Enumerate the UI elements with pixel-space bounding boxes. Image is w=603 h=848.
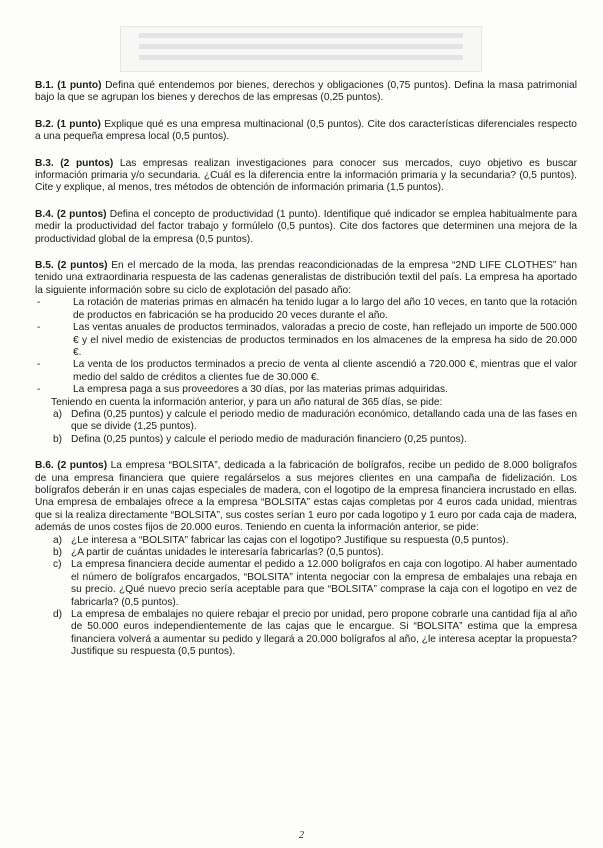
sub-text: ¿Le interesa a “BOLSITA” fabricar las cajas con el logotipo? Justifique su respuesta (0,5 puntos).: [71, 534, 509, 546]
sub-text: Defina (0,25 puntos) y calcule el periodo medio de maduración financiero (0,25 puntos).: [71, 433, 467, 445]
question-b2-text: Explique qué es una empresa multinacional (0,5 puntos). Cite dos características diferenciales respecto a una pequeña empresa local (0,5 puntos).: [35, 118, 577, 143]
question-b2-label: B.2. (1 punto): [35, 118, 101, 130]
sub-text: ¿A partir de cuántas unidades le interesaría fabricarlas? (0,5 puntos).: [71, 547, 384, 558]
question-b6: [35, 460, 577, 659]
sub-letter: d): [53, 609, 63, 621]
question-b3: [35, 158, 577, 195]
list-item: [35, 434, 577, 446]
question-b4: [35, 209, 577, 246]
question-b6-subquestions: [35, 535, 577, 659]
question-b1: [35, 80, 577, 105]
list-item: [35, 535, 577, 547]
question-b5-intro-text: En el mercado de la moda, las prendas reacondicionadas de la empresa “2ND LIFE CLOTHES” han tenido una extraordinaria respuesta de las cadenas generalistas de distribución textil del país. La empresa ha aportado la siguiente información sobre su ciclo de explotación del pasado año:: [35, 260, 577, 296]
list-item: [35, 409, 577, 434]
question-b6-intro: [35, 460, 577, 534]
list-item: [35, 609, 577, 659]
question-b5-bullets: [35, 297, 577, 396]
question-b1-label: B.1. (1 punto): [35, 80, 102, 91]
question-b1-text: Defina qué entendemos por bienes, derechos y obligaciones (0,75 puntos). Defina la masa patrimonial bajo la que se agrupan los bienes y derechos de las empresas (0,25 puntos).: [35, 80, 577, 104]
question-b6-intro-text: La empresa “BOLSITA”, dedicada a la fabricación de bolígrafos, recibe un pedido de 8.000 bolígrafos de una empresa financiera que quiere regalárselos a sus mejores clientes en una campaña de fidelización. Los bolígrafos deberán ir en unas cajas especiales de madera, con el logotipo de la empresa financiera incrustado en ellas. Una empresa de embalajes ofrece a la empresa “BOLSITA” estas cajas completas por 4 euros cada unidad, mientras que si la realiza directamente “BOLSITA”, sus costes serían 1 euro por cada logotipo y 1 euro por cada caja de madera, además de unos costes fijos de 20.000 euros. Teniendo en cuenta la información anterior, se pide:: [35, 460, 577, 534]
sub-letter: b): [53, 547, 63, 558]
question-b6-label: B.6. (2 puntos): [35, 460, 108, 472]
page-number: 2: [299, 830, 304, 841]
question-b3-label: B.3. (2 puntos): [35, 157, 114, 169]
sub-letter: a): [53, 534, 63, 546]
question-b5-lead: Teniendo en cuenta la información anterior, y para un año natural de 365 días, se pide:: [51, 396, 443, 408]
question-b4-label: B.4. (2 puntos): [35, 208, 107, 220]
list-item: - La empresa paga a sus proveedores a 30 días, por las materias primas adquiridas.: [35, 384, 577, 396]
sub-text: Defina (0,25 puntos) y calcule el periodo medio de maduración económico, detallando cada una de las fases en que se divide (1,25 puntos).: [71, 408, 577, 433]
question-b5-subquestions: [35, 409, 577, 446]
exam-content: [35, 80, 577, 659]
sub-letter: a): [53, 408, 63, 420]
sub-letter: c): [53, 559, 62, 571]
question-b2: [35, 119, 577, 144]
question-b4-text: Defina el concepto de productividad (1 punto). Identifique qué indicador se emplea habitualmente para medir la productividad del factor trabajo y formúlelo (0,5 puntos). Cite dos factores que determinen una mejora de la productividad global de la empresa (0,5 puntos).: [35, 208, 577, 245]
faded-header-box: [120, 26, 482, 72]
list-item: - Las ventas anuales de productos terminados, valoradas a precio de coste, han reflejado un importe de 500.000 € y el nivel medio de existencias de productos terminados en los almacenes de la empresa ha sido de 20.000 €.: [35, 322, 577, 359]
sub-text: La empresa financiera decide aumentar el pedido a 12.000 bolígrafos en caja con logotipo. Al haber aumentado el número de bolígrafos encargados, “BOLSITA” intenta negociar con la empresa de embalajes una rebaja en su precio. ¿Qué nuevo precio sería aceptable para que “BOLSITA” comprase la caja con el logotipo en vez de fabricarla? (0,5 puntos).: [71, 559, 577, 608]
list-item: [35, 559, 577, 609]
question-b3-text: Las empresas realizan investigaciones para conocer sus mercados, cuyo objetivo es buscar información primaria y/o secundaria. ¿Cuál es la diferencia entre la información primaria y la secundaria? (0,5 puntos). Cite y explique, al menos, tres métodos de obtención de información primaria (1,5 puntos).: [35, 157, 578, 194]
sub-text: La empresa de embalajes no quiere rebajar el precio por unidad, pero propone cobrarle una cantidad fija al año de 50.000 euros independientemente de las cajas que le encargue. Si “BOLSITA” estima que la empresa financiera volverá a aumentar su pedido y llegará a 20.000 bolígrafos al año, ¿le interesa aceptar la propuesta? Justifique su respuesta (0,5 puntos).: [71, 609, 577, 658]
list-item: - La venta de los productos terminados a precio de venta al cliente ascendió a 720.000 €, mientras que el valor medio del saldo de créditos a clientes fue de 30.000 €.: [35, 359, 577, 384]
sub-letter: b): [53, 433, 63, 445]
list-item: [35, 547, 577, 559]
question-b5-label: B.5. (2 puntos): [35, 260, 108, 272]
question-b5-intro: [35, 260, 577, 297]
list-item: - La rotación de materias primas en almacén ha tenido lugar a lo largo del año 10 veces, en tanto que la rotación de productos en fabricación se ha producido 20 veces durante el año.: [35, 297, 577, 322]
question-b5: [35, 260, 577, 446]
